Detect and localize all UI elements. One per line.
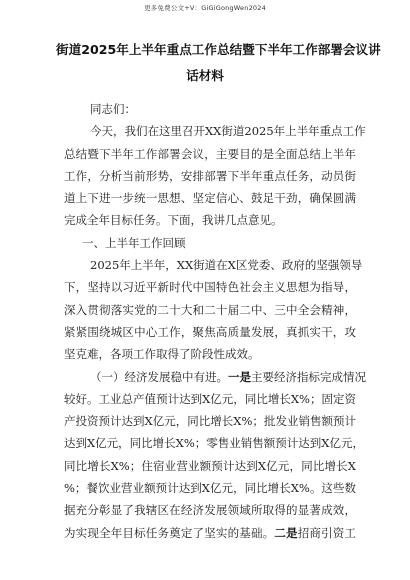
paragraph-3-line: 达到X亿元，同比增长X%；零售业销售额预计达到X亿元，	[64, 436, 364, 451]
paragraph-3-line	[64, 522, 356, 544]
paragraph-2-line: 下，坚持以习近平新时代中国特色社会主义思想为指导，	[64, 280, 356, 295]
paragraph-3-line	[64, 366, 366, 388]
document-body	[64, 98, 366, 544]
section-heading: 一、上半年工作回顾	[82, 235, 186, 250]
salutation: 同志们：	[90, 102, 136, 116]
paragraph-3-line: 较好。工业总产值预计达到X亿元，同比增长X%；固定资	[64, 391, 356, 406]
paragraph-2-line: 坚克难，各项工作取得了阶段性成效。	[64, 347, 260, 362]
header-note: 更多免费公文+V：GiGiGongWen2024	[144, 4, 266, 12]
paragraph-1-line: 道上下进一步统一思想、坚定信心、鼓足干劲，确保圆满	[64, 191, 356, 206]
paragraph-2-line: 紧紧围绕城区中心工作，聚焦高质量发展，真抓实干，攻	[64, 324, 356, 339]
title-line-2: 话材料	[186, 68, 224, 83]
paragraph-3-text: 主要经济指标完成情况	[251, 369, 366, 384]
paragraph-3-line: 产投资预计达到X亿元，同比增长X%；批发业销售额预计	[64, 414, 356, 429]
paragraph-3-line: 同比增长X%；住宿业营业额预计达到X亿元，同比增长X	[64, 458, 356, 473]
subsection-heading: （一）经济发展稳中有进。	[90, 369, 228, 384]
paragraph-3-line: 据充分彰显了我辖区在经济发展领域所取得的显著成效，	[64, 503, 356, 518]
paragraph-2-line: 深入贯彻落实党的二十大和二十届二中、三中全会精神，	[64, 302, 356, 317]
paragraph-1-line: 总结暨下半年工作部署会议，主要目的是全面总结上半年	[64, 146, 356, 161]
paragraph-1-line: 工作，分析当前形势，安排部署下半年重点任务，动员街	[64, 168, 356, 183]
title-line-1: 街道2025年上半年重点工作总结暨下半年工作部署会议讲	[56, 42, 381, 57]
paragraph-1-line: 今天，我们在这里召开XX街道2025年上半年重点工作	[90, 124, 366, 139]
document-title	[56, 37, 381, 89]
paragraph-3-text: 为实现全年目标任务奠定了坚实的基础。	[64, 525, 275, 540]
paragraph-3-text: 招商引资工	[297, 525, 356, 540]
paragraph-2-line: 2025年上半年，XX街道在X区党委、政府的坚强领导	[90, 258, 363, 273]
paragraph-1-line: 完成全年目标任务。下面，我讲几点意见。	[64, 213, 283, 228]
paragraph-3-line: %；餐饮业营业额预计达到X亿元，同比增长X%。这些数	[64, 481, 356, 496]
ordinal-marker: 一是	[228, 369, 251, 384]
ordinal-marker: 二是	[274, 525, 298, 540]
